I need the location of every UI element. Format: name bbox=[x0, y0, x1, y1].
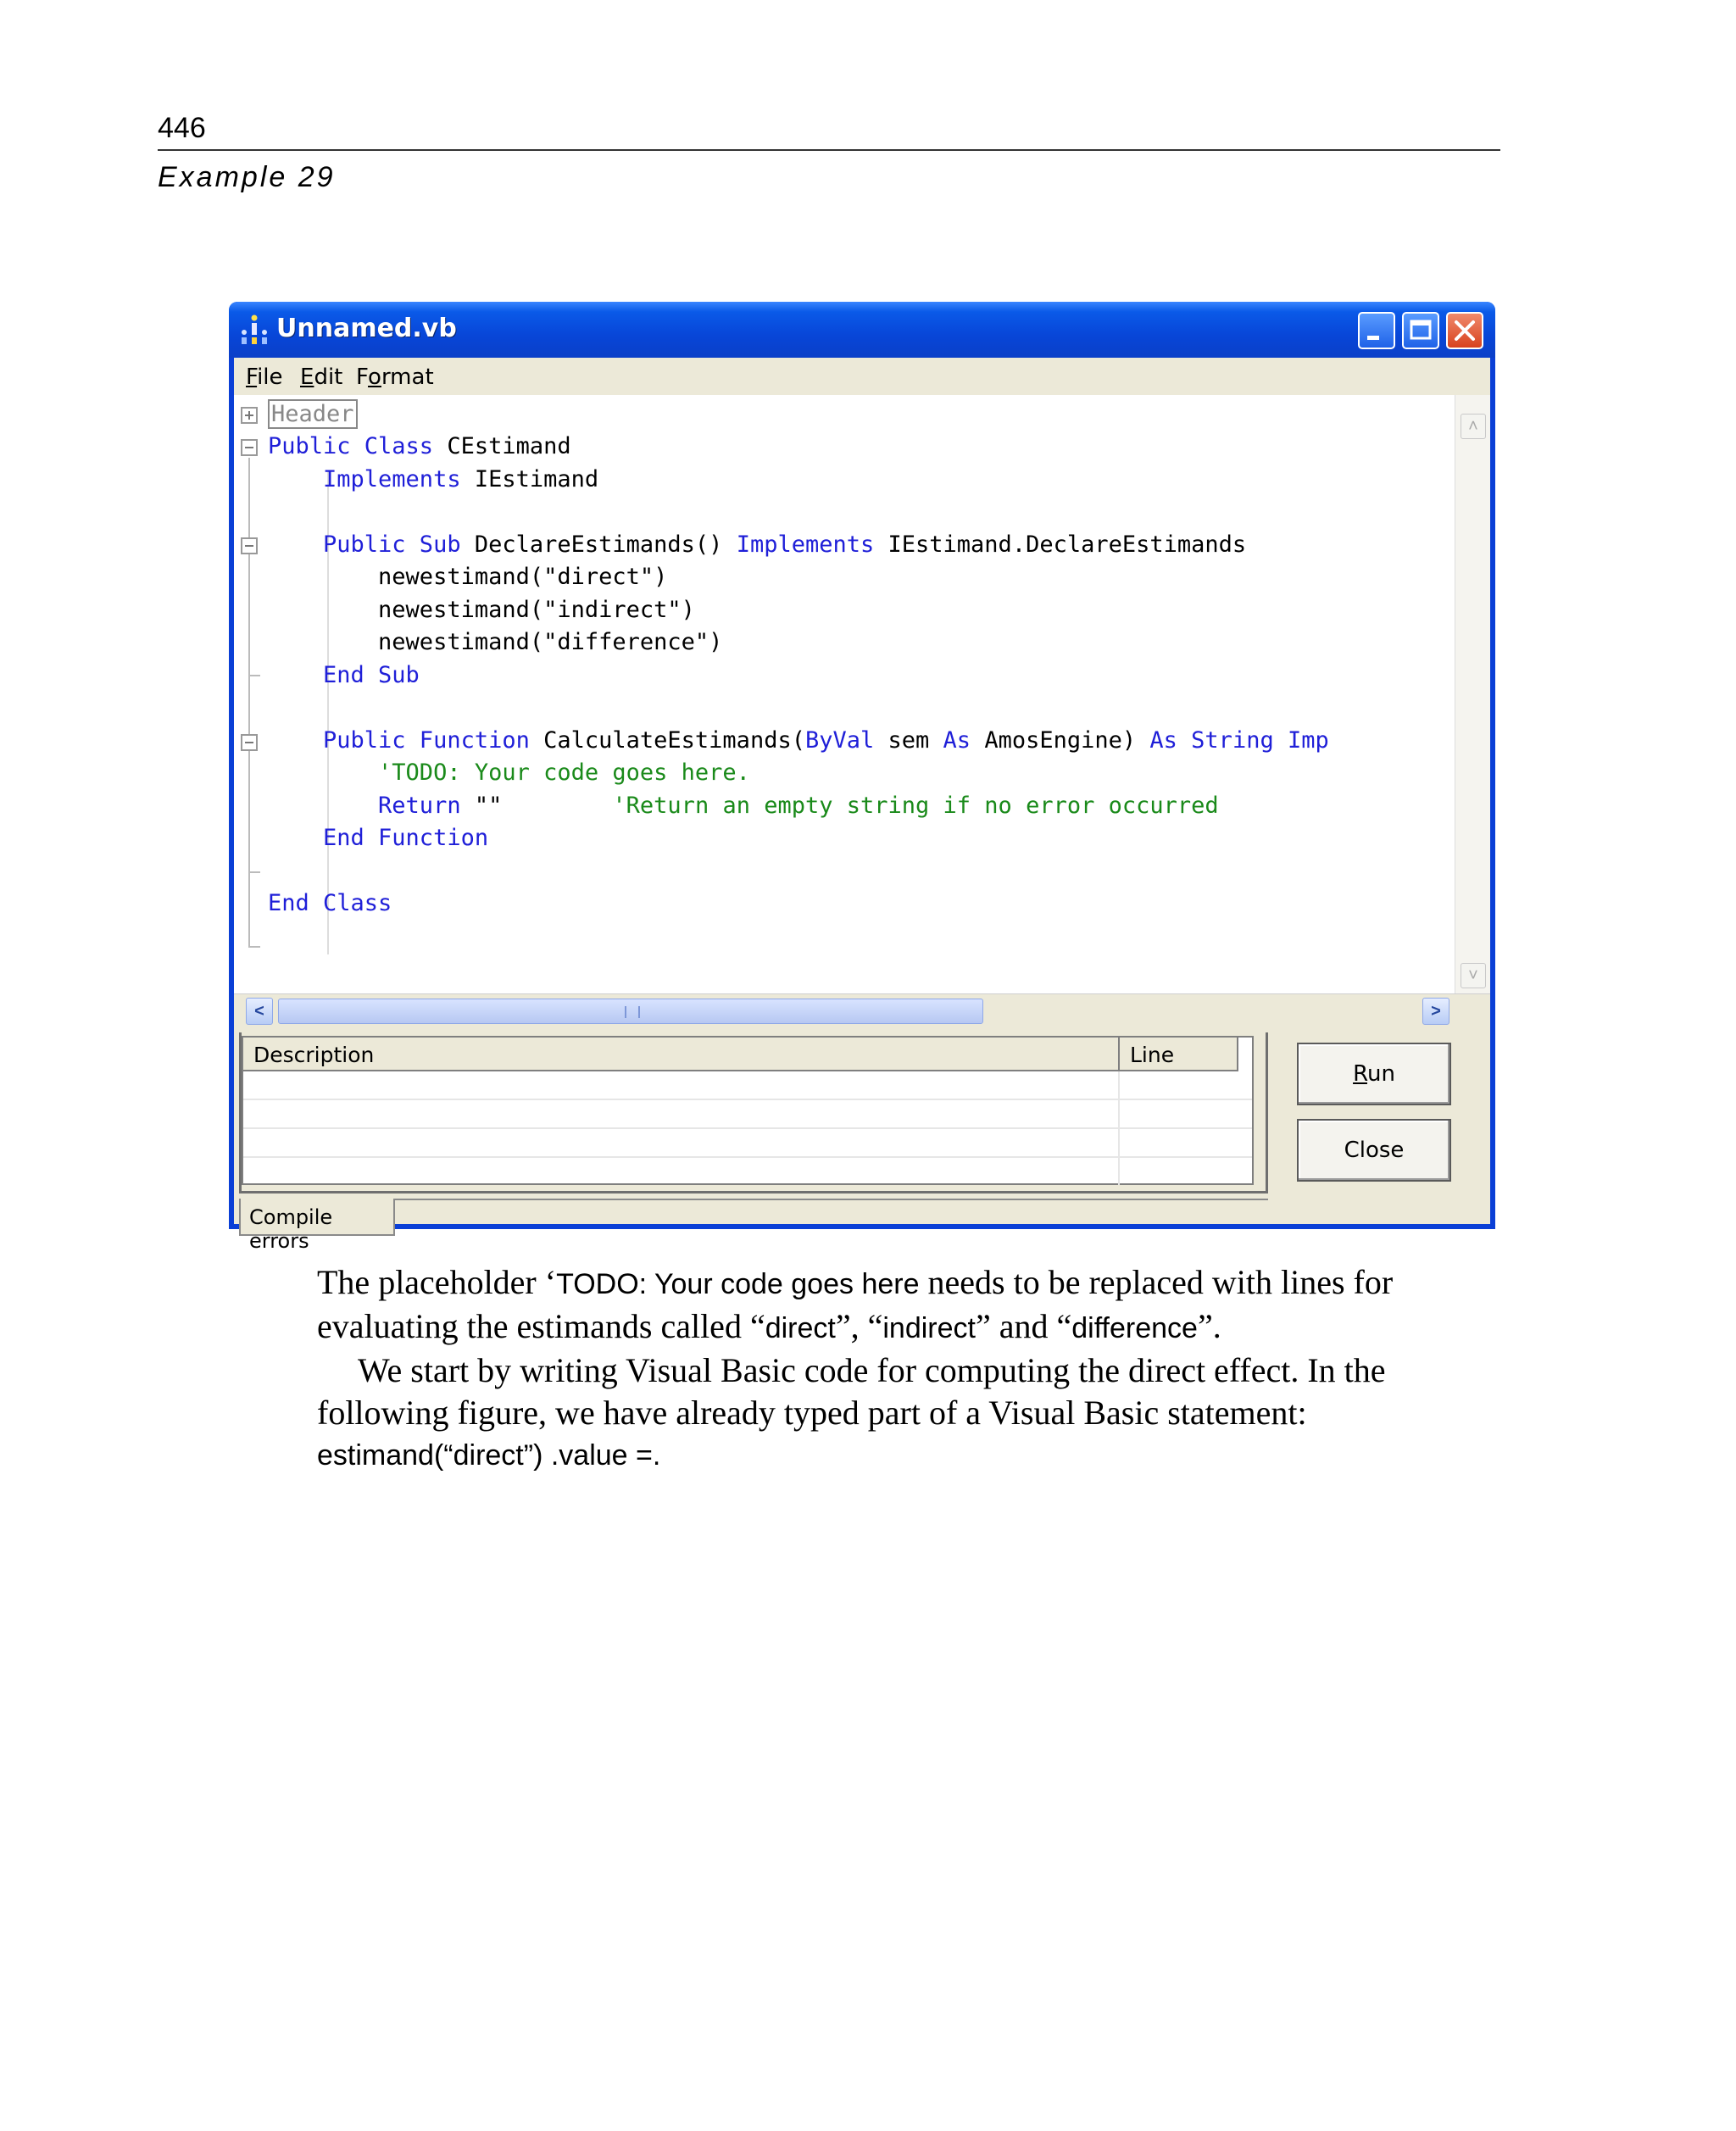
code-keyword: ByVal bbox=[804, 726, 888, 754]
app-icon bbox=[239, 314, 270, 346]
collapse-function-icon[interactable] bbox=[241, 734, 258, 751]
menu-edit-mnemonic: E bbox=[300, 364, 314, 390]
collapse-sub-icon[interactable] bbox=[241, 537, 258, 554]
vertical-scrollbar[interactable] bbox=[1455, 395, 1490, 993]
run-button[interactable] bbox=[1297, 1043, 1451, 1105]
code-line bbox=[268, 757, 750, 789]
scroll-right-icon[interactable]: > bbox=[1422, 998, 1449, 1025]
fold-end-class bbox=[248, 946, 260, 948]
code-text: IEstimand.DeclareEstimands bbox=[887, 531, 1247, 558]
window-title: Unnamed.vb bbox=[276, 314, 457, 343]
running-head: Example 29 bbox=[158, 161, 336, 193]
code-comment: 'TODO: Your code goes here. bbox=[268, 759, 750, 786]
code-keyword: Public Class bbox=[268, 433, 448, 459]
paragraph-1 bbox=[317, 1261, 1419, 1349]
menu-format-label: rmat bbox=[381, 364, 434, 390]
collapse-class-icon[interactable] bbox=[241, 439, 258, 456]
code-line bbox=[268, 626, 722, 659]
code-keyword: End Sub bbox=[268, 661, 420, 688]
window-client-area bbox=[234, 358, 1490, 1253]
code-line bbox=[268, 594, 695, 626]
column-header-description[interactable]: Description bbox=[243, 1038, 1120, 1071]
scroll-left-icon[interactable]: < bbox=[246, 998, 273, 1025]
p1-text-g: ” and “ bbox=[975, 1307, 1072, 1345]
page-number: 446 bbox=[158, 112, 206, 144]
code-line bbox=[268, 561, 667, 593]
close-icon bbox=[1448, 314, 1482, 348]
code-area[interactable] bbox=[234, 395, 1455, 993]
errors-grid[interactable] bbox=[242, 1036, 1254, 1185]
code-keyword: As bbox=[943, 726, 985, 754]
p1-code-indirect: indirect bbox=[882, 1312, 976, 1344]
p1-text-c: needs to be replaced with lines for evaluating the estimands called “ bbox=[317, 1263, 1394, 1345]
column-divider bbox=[1118, 1071, 1120, 1185]
code-text: newestimand("direct") bbox=[268, 564, 668, 590]
code-text: sem bbox=[887, 726, 943, 754]
code-line bbox=[268, 822, 488, 854]
code-line bbox=[268, 431, 571, 463]
code-line bbox=[268, 529, 1246, 561]
header-rule bbox=[158, 149, 1500, 151]
code-keyword: End Function bbox=[268, 825, 489, 851]
scroll-grip-icon bbox=[625, 1006, 640, 1018]
table-row[interactable] bbox=[243, 1102, 1252, 1129]
code-line bbox=[268, 887, 392, 920]
p1-code-direct: direct bbox=[765, 1312, 836, 1344]
code-text: DeclareEstimands() bbox=[474, 531, 737, 558]
horizontal-scroll-thumb[interactable] bbox=[278, 999, 983, 1024]
code-statement: estimand(“direct”) .value =. bbox=[317, 1439, 661, 1472]
table-row[interactable] bbox=[243, 1131, 1252, 1158]
paragraph-2: We start by writing Visual Basic code for computing the direct effect. In the following figure, we have already typed part of a Visual Basic statement: bbox=[317, 1351, 1386, 1432]
p1-text-a: The placeholder ‘ bbox=[317, 1263, 557, 1301]
code-keyword: Return bbox=[268, 792, 475, 819]
fold-end-sub bbox=[248, 675, 260, 676]
run-mnemonic: R bbox=[1353, 1061, 1367, 1087]
code-editor[interactable] bbox=[234, 395, 1490, 1027]
code-text: newestimand("indirect") bbox=[268, 596, 695, 623]
tab-strip-line bbox=[395, 1199, 1268, 1200]
menu-format-pre: F bbox=[356, 364, 369, 390]
scroll-up-icon[interactable]: ˄ bbox=[1461, 414, 1486, 439]
code-keyword: Implements bbox=[736, 531, 888, 558]
code-keyword: Public Sub bbox=[268, 531, 475, 558]
code-text: IEstimand bbox=[474, 465, 599, 492]
scroll-down-icon[interactable]: ˅ bbox=[1461, 963, 1486, 988]
maximize-icon bbox=[1404, 314, 1438, 348]
code-line-header bbox=[268, 398, 358, 431]
menu-format-mnemonic: o bbox=[368, 364, 381, 390]
code-keyword: Implements bbox=[268, 465, 475, 492]
header-region[interactable]: Header bbox=[268, 399, 358, 429]
tab-compile-errors[interactable]: Compile errors bbox=[239, 1199, 395, 1236]
horizontal-scrollbar[interactable] bbox=[234, 993, 1490, 1027]
p1-code-difference: difference bbox=[1071, 1312, 1198, 1344]
body-text bbox=[317, 1261, 1419, 1477]
run-label: un bbox=[1366, 1061, 1395, 1087]
code-line bbox=[268, 790, 1219, 822]
vb-editor-window bbox=[229, 302, 1495, 1253]
close-button[interactable]: Close bbox=[1297, 1119, 1451, 1182]
code-line bbox=[268, 659, 420, 692]
menu-file[interactable] bbox=[246, 364, 283, 390]
minimize-icon bbox=[1360, 314, 1394, 348]
menu-bar bbox=[234, 358, 1490, 395]
column-header-line[interactable]: Line bbox=[1120, 1038, 1238, 1071]
code-line bbox=[268, 725, 1329, 757]
code-keyword: Public Function bbox=[268, 726, 544, 754]
menu-file-mnemonic: F bbox=[246, 364, 258, 390]
p1-text-i: ”. bbox=[1197, 1307, 1221, 1345]
menu-edit-label: dit bbox=[314, 364, 343, 390]
code-keyword: As String Imp bbox=[1149, 726, 1329, 754]
code-line bbox=[268, 464, 598, 496]
code-text: CalculateEstimands( bbox=[543, 726, 805, 754]
close-window-button[interactable] bbox=[1446, 312, 1483, 349]
fold-end-function bbox=[248, 871, 260, 873]
compile-errors-panel bbox=[239, 1032, 1268, 1193]
code-text: newestimand("difference") bbox=[268, 629, 723, 655]
menu-edit[interactable] bbox=[300, 364, 342, 390]
menu-file-label: ile bbox=[257, 364, 283, 390]
maximize-button[interactable] bbox=[1402, 312, 1439, 349]
table-row[interactable] bbox=[243, 1073, 1252, 1100]
title-bar[interactable] bbox=[229, 302, 1495, 358]
code-text: AmosEngine) bbox=[984, 726, 1150, 754]
code-text: CEstimand bbox=[447, 433, 571, 459]
code-keyword: End Class bbox=[268, 890, 392, 916]
menu-format[interactable] bbox=[356, 364, 434, 390]
expand-header-icon[interactable] bbox=[241, 407, 258, 424]
p1-code-todo: TODO: Your code goes here bbox=[556, 1268, 920, 1300]
p1-text-e: ”, “ bbox=[835, 1307, 883, 1345]
code-text: "" bbox=[474, 792, 613, 819]
code-comment: 'Return an empty string if no error occurred bbox=[612, 792, 1219, 819]
fold-guide-class bbox=[248, 458, 250, 948]
minimize-button[interactable] bbox=[1358, 312, 1395, 349]
